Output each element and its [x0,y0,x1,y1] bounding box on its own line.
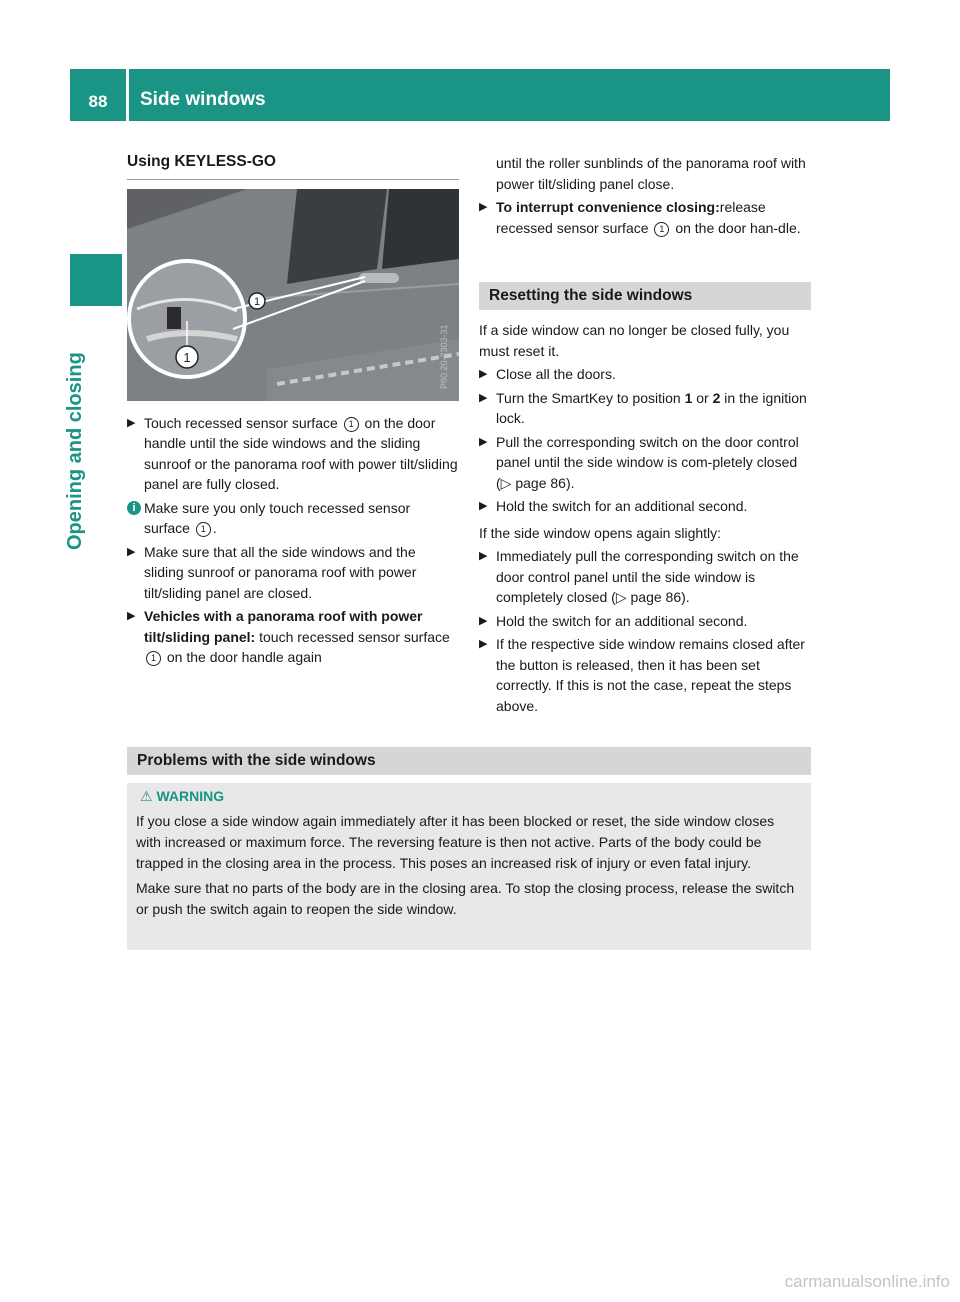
step-immediately-pull: ▶ Immediately pull the corresponding switch on the door control panel until the side window is completely closed (▷ page 86). [479,548,799,605]
continued-text: until the roller sunblinds of the panorama roof with power tilt/sliding panel close. [496,155,806,192]
callout-1-icon: 1 [146,651,161,666]
section-heading: Using KEYLESS-GO [127,152,459,180]
bullet-arrow-icon: ▶ [479,614,488,627]
bullet-arrow-icon: ▶ [127,416,136,429]
step-hold-switch: ▶ Hold the switch for an additional second. [479,496,811,517]
page-ref-arrow-icon: ▷ [615,589,627,605]
page-header [70,69,890,121]
warning-title: ⚠ WARNING [140,788,225,804]
right-column [479,153,811,719]
warning-paragraph: If you close a side window again immediately after it has been blocked or reset, the side window closes with increased or maximum force. The reversing feature is then not active. Parts of the body could be trapped in the closing area in the process. This poses an increased risk of injury or even fatal injury. [136,813,775,871]
header-divider [126,69,129,121]
bullet-arrow-icon: ▶ [479,201,488,213]
door-handle-illustration [127,189,459,401]
chapter-label: Opening and closing [64,352,86,550]
watermark: carmanualsonline.info [784,1272,950,1291]
info-note: i Make sure you only touch recessed sensor surface 1 . [127,498,459,539]
step-panorama-roof: ▶ Vehicles with a panorama roof with power tilt/sliding panel: touch recessed sensor surface 1 on the door handle again [127,608,450,665]
step-hold-again: ▶ Hold the switch for an additional second. [479,611,811,632]
bullet-arrow-icon: ▶ [479,391,488,404]
bullet-arrow-icon: ▶ [479,435,488,448]
warning-box [127,783,811,950]
door-handle-figure [127,189,459,401]
step-interrupt: ▶ To interrupt convenience closing:release recessed sensor surface 1 on the door han-dle. [479,199,801,236]
info-icon: i [127,501,141,515]
figure-callout: 1 [183,349,191,365]
page-reference-link[interactable]: page 86). [630,589,690,605]
page-ref-arrow-icon: ▷ [500,474,512,491]
step-check-closed: ▶ Make sure that all the side windows and the sliding sunroof or panorama roof with power tilt/sliding panel are closed. [127,543,417,601]
opens-again-text: If the side window opens again slightly: [479,524,722,541]
warning-triangle-icon: ⚠ [140,788,153,804]
left-column [127,152,459,671]
bullet-arrow-icon: ▶ [127,545,136,558]
warning-instruction: Make sure that no parts of the body are in the closing area. To stop the closing process, release the switch or push the switch again to reopen the side window. [136,880,795,917]
bullet-arrow-icon: ▶ [479,638,488,650]
side-tab-marker [70,254,122,306]
reset-intro: If a side window can no longer be closed fully, you must reset it. [479,322,790,359]
problems-heading: Problems with the side windows [127,747,811,775]
callout-1-icon: 1 [196,522,211,537]
step-pull-switch: ▶ Pull the corresponding switch on the door control panel until the side window is com-pletely closed (▷ page 86). [479,433,799,491]
page-title: Side windows [140,89,266,110]
step-close-doors: ▶ Close all the doors. [479,364,811,385]
reset-heading: Resetting the side windows [479,282,811,310]
page-reference-link[interactable]: page 86). [515,474,575,491]
step-turn-key: ▶ Turn the SmartKey to position 1 or 2 in the ignition lock. [479,389,807,426]
page-number: 88 [88,92,108,111]
figure-callout-small: 1 [253,295,261,308]
bullet-arrow-icon: ▶ [479,368,488,380]
step-verify: ▶ If the respective side window remains closed after the button is released, then it has been set correctly. If this is not the case, repeat the steps above. [479,636,805,714]
callout-1-icon: 1 [344,417,359,432]
figure-code: P80.20-2303-31 [439,323,449,389]
step-touch-sensor: ▶ Touch recessed sensor surface 1 on the door handle until the side windows and the sliding sunroof or the panorama roof with power tilt/sliding panel are fully closed. [127,414,458,492]
bullet-arrow-icon: ▶ [479,500,488,512]
bullet-arrow-icon: ▶ [127,610,136,622]
callout-1-icon: 1 [654,222,669,237]
bullet-arrow-icon: ▶ [479,550,488,562]
